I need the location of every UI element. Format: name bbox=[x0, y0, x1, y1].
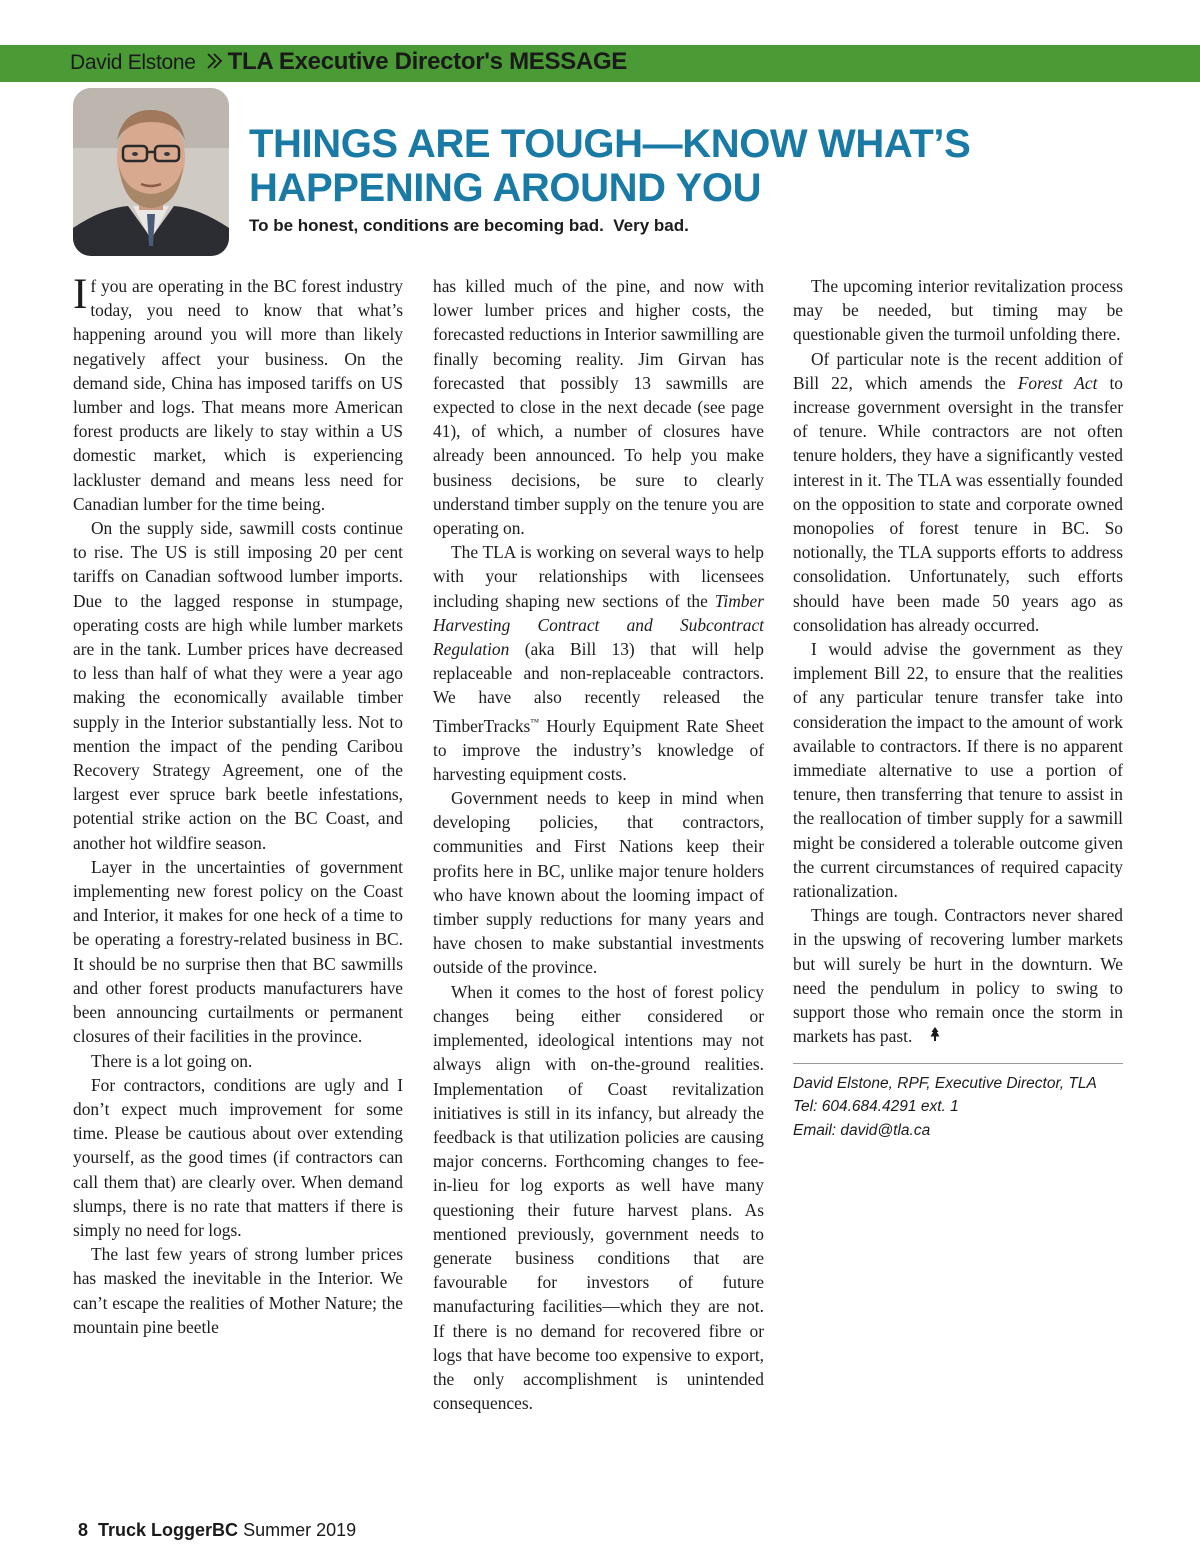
page-footer bbox=[78, 1520, 356, 1541]
signature-phone: Tel: 604.684.4291 ext. 1 bbox=[793, 1098, 959, 1115]
article-title-line1: THINGS ARE TOUGH—KNOW WHAT’S bbox=[249, 122, 971, 166]
article-column-2 bbox=[433, 274, 764, 1415]
article-subtitle: To be honest, conditions are becoming bad. Very bad. bbox=[249, 216, 689, 235]
paragraph bbox=[793, 903, 1123, 1048]
paragraph-text: to increase government oversight in the transfer of tenure. While contractors are not often tenure holders, they have a significantly vested interest in it. The TLA was essentially founded on the opposition to state and corporate owned monopolies of forest tenure in BC. So notionally, the TLA supports efforts to address consolidation. Unfortunately, such efforts should have been made 50 years ago as consolidation has already occurred. bbox=[793, 372, 1123, 635]
article-title bbox=[249, 122, 1149, 210]
header-section bbox=[228, 48, 627, 75]
article-column-1 bbox=[73, 271, 403, 1339]
act-title: Forest Act bbox=[1017, 372, 1098, 393]
double-chevron-icon bbox=[206, 52, 224, 75]
article-column-3 bbox=[793, 274, 1123, 1142]
header-band bbox=[0, 45, 1200, 82]
regulation-title: Timber Harvesting Contract and Subcontract Regulation bbox=[433, 590, 764, 660]
paragraph-text: Hourly Equipment Rate Sheet to improve the industry’s knowledge of harvesting equipment costs. bbox=[433, 715, 764, 784]
header-author: David Elstone bbox=[70, 51, 196, 74]
article-title-line2: HAPPENING AROUND YOU bbox=[249, 166, 762, 210]
paragraph: Government needs to keep in mind when developing policies, that contractors, communities and First Nations keep their profits here in BC, unlike major tenure holders who have known about the looming impact of timber supply reductions for many years and have chosen to make substantial investments outside of the province. bbox=[433, 788, 764, 978]
header-section-emphasis: MESSAGE bbox=[509, 48, 628, 75]
paragraph-text: f you are operating in the BC forest industry today, you need to know that what’s happening around you will more than likely negatively affect your business. On the demand side, China has imposed tariffs on US lumber and logs. That means more American forest products are likely to stay within a US domestic market, which is experiencing lackluster demand and means less need for Canadian lumber for the time being. bbox=[73, 276, 403, 514]
trademark-symbol: ™ bbox=[530, 716, 540, 727]
paragraph: On the supply side, sawmill costs continue to rise. The US is still imposing 20 per cent tariffs on Canadian softwood lumber imports. Due to the lagged response in stumpage, operating costs are high while lumber markets are in the tank. Lumber prices have decreased to less than half of what they were a year ago making the economically available timber supply in the Interior substantially less. Not to mention the impact of the pending Caribou Recovery Strategy Agreement, one of the largest ever spruce bark beetle infestations, potential strike action on the BC Coast, and another hot wildfire season. bbox=[73, 518, 403, 853]
paragraph: For contractors, conditions are ugly and I don’t expect much improvement for some time. Please be cautious about over extending yourself, as the good times (if contractors can call them that) are clearly over. When demand slumps, there is no rate that matters if there is simply no need for logs. bbox=[73, 1074, 403, 1240]
paragraph-text: The TLA is working on several ways to help with your relationships with licensees including shaping new sections of the bbox=[433, 542, 764, 611]
drop-cap: I bbox=[73, 271, 88, 318]
magazine-name: Truck LoggerBC bbox=[98, 1520, 239, 1540]
paragraph-text: Of particular note is the recent addition of Bill 22, which amends the bbox=[793, 348, 1123, 393]
paragraph: Layer in the uncertainties of government implementing new forest policy on the Coast and Interior, it makes for one heck of a time to be operating a forestry-related business in BC. It should be no surprise then that BC sawmills and other forest products manufacturers have been announcing curtailments or permanent closures of their facilities in the province. bbox=[73, 856, 403, 1047]
header-section-prefix: TLA Executive Director's bbox=[227, 48, 503, 75]
paragraph bbox=[793, 347, 1123, 637]
signature-email: Email: david@tla.ca bbox=[793, 1121, 931, 1139]
tree-icon bbox=[912, 1024, 940, 1048]
paragraph: There is a lot going on. bbox=[91, 1050, 253, 1071]
paragraph: The upcoming interior revitalization process may be needed, but timing may be questionable given the turmoil unfolding there. bbox=[793, 276, 1123, 345]
paragraph-text: (aka Bill 13) that will help replaceable and non-replaceable contractors. We have also recently released the TimberTracks bbox=[433, 639, 764, 736]
paragraph-text: Things are tough. Contractors never shared in the upswing of recovering lumber markets but will surely be hurt in the downturn. We need the pendulum in policy to swing to support those who remain once the storm in markets has past. bbox=[793, 905, 1123, 1047]
issue-name: Summer 2019 bbox=[243, 1520, 357, 1540]
paragraph bbox=[433, 540, 764, 786]
paragraph bbox=[73, 271, 403, 516]
paragraph: The last few years of strong lumber prices has masked the inevitable in the Interior. We can’t escape the realities of Mother Nature; the mountain pine beetle bbox=[73, 1244, 403, 1337]
signature-divider bbox=[793, 1063, 1123, 1064]
signature-name: David Elstone, RPF, Executive Director, TLA bbox=[793, 1074, 1097, 1092]
header-text bbox=[70, 48, 627, 76]
page-number: 8 bbox=[78, 1520, 89, 1540]
signature-block bbox=[793, 1072, 1123, 1143]
author-portrait bbox=[73, 88, 229, 256]
paragraph: I would advise the government as they implement Bill 22, to ensure that the realities of any particular tenure transfer take into consideration the impact to the amount of work available to contractors. If there is no apparent immediate alternative to use a portion of tenure, then transferring that tenure to assist in the reallocation of timber supply for a sawmill might be considered a tolerable outcome given the current circumstances of required capacity rationalization. bbox=[793, 639, 1123, 902]
paragraph: When it comes to the host of forest policy changes being either considered or implemented, ideological intentions may not always align with on-the-ground realities. Implementation of Coast revitalization initiatives is still in its infancy, but already the feedback is that utilization policies are causing major concerns. Forthcoming changes to fee-in-lieu for log exports as well have many questioning their future harvest plans. As mentioned previously, government needs to generate business conditions that are favourable for investors of future manufacturing facilities—which they are not. If there is no demand for recovered fibre or logs that have become too expensive to export, the only accomplishment is unintended consequences. bbox=[433, 981, 764, 1414]
paragraph: has killed much of the pine, and now with lower lumber prices and higher costs, the forecasted reductions in Interior sawmilling are finally becoming reality. Jim Girvan has forecasted that possibly 13 sawmills are expected to close in the next decade (see page 41), of which, a number of closures have already been announced. To help you make business decisions, be sure to clearly understand timber supply on the tenure you are operating on. bbox=[433, 276, 764, 539]
